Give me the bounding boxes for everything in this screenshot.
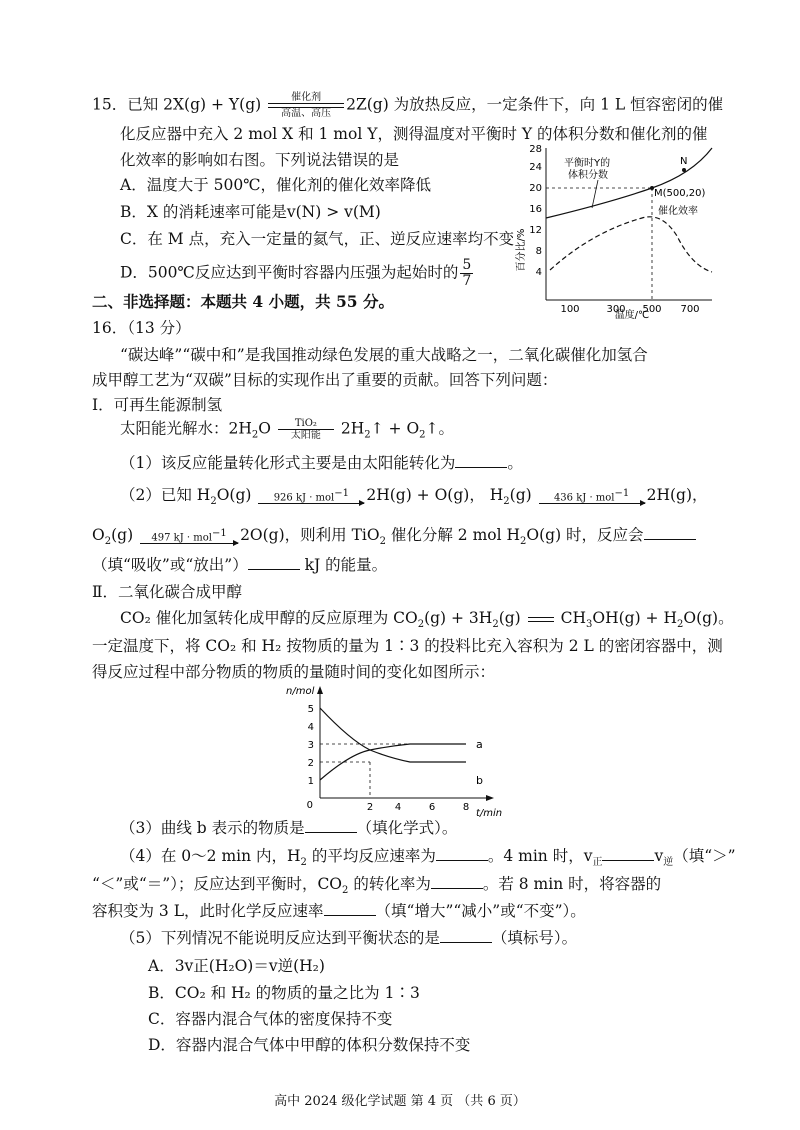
q16-sub-2-line3: （填“吸收”或“放出”） kJ 的能量。 xyxy=(92,556,388,574)
chart-amount-vs-time xyxy=(280,680,520,820)
q16-sub-3: （3）曲线 b 表示的物质是 （填化学式）。 xyxy=(120,819,458,837)
section-2-heading: 二、非选择题：本题共 4 小题，共 55 分。 xyxy=(92,292,394,311)
chart2-yticks xyxy=(308,704,314,787)
q15-line3: 化效率的影响如右图。下列说法错误的是 xyxy=(120,151,400,169)
q16-solar-equation: 太阳能光解水：$2H_2O$ TiO₂ 太阳能 $2H_2↑$ + $O_2↑$。 xyxy=(120,418,455,441)
q16-sub-4-line2: “＜”或“＝”）；反应达到平衡时，$CO_2$ 的转化率为 。若 8 min 时，将容器的 xyxy=(92,875,662,897)
q16-condition-2: 得反应过程中部分物质的物质的量随时间的变化如图所示： xyxy=(92,663,496,681)
chart-temperature-effect xyxy=(512,140,722,320)
q16-part-1: Ⅰ．可再生能源制氢 xyxy=(92,396,223,414)
xtick: 2 xyxy=(366,802,374,813)
ytick: 1 xyxy=(307,776,314,787)
reaction-arrow-tio2: TiO₂ 太阳能 xyxy=(278,418,334,441)
chart2-xlabel: t/min xyxy=(476,808,503,819)
xtick: 100 xyxy=(560,304,580,315)
answer-blank[interactable] xyxy=(248,555,300,570)
xtick: 500 xyxy=(642,304,662,315)
ytick: 5 xyxy=(307,704,314,715)
ytick: 24 xyxy=(529,162,542,173)
q16-option-a: A．3v正(H₂O)＝v逆(H₂) xyxy=(148,957,325,975)
answer-blank[interactable] xyxy=(305,818,357,833)
fraction-5-7: $\frac{5}{7}$ xyxy=(462,257,472,289)
point-n xyxy=(682,168,686,172)
q15-line2: 化反应器中充入 2 mol X 和 1 mol Y，测得温度对平衡时 Y 的体积分数和催化剂的催 xyxy=(120,125,708,143)
chart2-label-b: b xyxy=(476,774,483,787)
answer-blank[interactable] xyxy=(455,453,507,468)
chart1-label-m: M(500,20) xyxy=(654,188,706,199)
q15-option-c: C．在 M 点，充入一定量的氦气，正、逆反应速率均不变 xyxy=(120,230,515,248)
ytick: 4 xyxy=(535,267,542,278)
q16-option-d: D．容器内混合气体中甲醇的体积分数保持不变 xyxy=(148,1036,471,1054)
q15-option-a: A．温度大于 500℃，催化剂的催化效率降低 xyxy=(120,176,432,194)
q16-part-2: Ⅱ．二氧化碳合成甲醇 xyxy=(92,583,243,601)
q15-option-d: D．500℃反应达到平衡时容器内压强为起始时的 $\frac{5}{7}$ xyxy=(120,257,472,289)
series-catalyst-efficiency xyxy=(550,217,712,272)
answer-blank[interactable] xyxy=(324,901,376,916)
ytick: 4 xyxy=(307,722,314,733)
answer-blank[interactable] xyxy=(602,846,654,861)
q15-line1: 15．已知 2X(g) + Y(g) 催化剂 高温、高压 2Z(g) 为放热反应，一定条件下，向 1 L 恒容密闭的催 xyxy=(92,92,724,119)
answer-blank[interactable] xyxy=(436,846,488,861)
chart1-yticks xyxy=(529,144,542,278)
chart1-label-y2: 体积分数 xyxy=(568,170,608,181)
q16-sub-1: （1）该反应能量转化形式主要是由太阳能转化为 。 xyxy=(120,454,523,472)
ytick: 2 xyxy=(307,758,314,769)
reversible-arrow xyxy=(528,617,554,622)
xtick: 4 xyxy=(394,802,402,813)
q16-sub-5: （5）下列情况不能说明反应达到平衡状态的是 （填标号）。 xyxy=(120,929,578,947)
answer-blank[interactable] xyxy=(440,928,492,943)
chart2-xticks xyxy=(367,802,469,813)
q16-sub-4-line3: 容积变为 3 L，此时化学反应速率 （填“增大”“减小”或“不变”）。 xyxy=(92,902,586,920)
q16-heading: 16．（13 分） xyxy=(92,319,191,337)
ytick: 3 xyxy=(307,740,314,751)
chart2-origin: 0 xyxy=(306,800,313,811)
bond-energy-arrow-1: 926 kJ · mol$^{-1}$ xyxy=(258,488,364,504)
chart1-label-y1: 平衡时Y的 xyxy=(564,158,611,169)
xtick: 6 xyxy=(428,802,436,813)
chart1-ylabel: 百分比/% xyxy=(516,228,527,272)
q16-sub-4-line1: （4）在 0～2 min 内，$H_2$ 的平均反应速率为 。4 min 时，$v_正$ $v_逆$（填“＞” xyxy=(120,847,736,869)
ytick: 16 xyxy=(529,204,542,215)
q16-option-b: B．CO₂ 和 H₂ 的物质的量之比为 1∶3 xyxy=(148,984,420,1002)
reaction-arrow-catalyst: 催化剂 高温、高压 xyxy=(268,92,344,119)
xtick: 700 xyxy=(680,304,700,315)
q16-sub-2-line2: $O_2(g)$ 497 kJ · mol$^{-1}$ 2O(g)，则利用 TiO$_2$ 催化分解 2 mol $H_2O(g)$ 时，反应会 xyxy=(92,525,696,552)
ytick: 28 xyxy=(529,144,542,155)
q16-option-c: C．容器内混合气体的密度保持不变 xyxy=(148,1010,393,1028)
q16-intro-1: “碳达峰”“碳中和”是我国推动绿色发展的重大战略之一，二氧化碳催化加氢合 xyxy=(120,346,648,364)
chart1-label-eff: 催化效率 xyxy=(658,206,698,217)
answer-blank[interactable] xyxy=(431,874,483,889)
ytick: 12 xyxy=(529,225,542,236)
q16-condition-1: 一定温度下，将 CO₂ 和 H₂ 按物质的量为 1∶3 的投料比充入容积为 2 L 的密闭容器中，测 xyxy=(92,637,723,655)
q15-option-b: B．X 的消耗速率可能是v(N) > v(M) xyxy=(120,203,381,221)
ytick: 8 xyxy=(535,246,542,257)
answer-blank[interactable] xyxy=(644,525,696,540)
bond-energy-arrow-3: 497 kJ · mol$^{-1}$ xyxy=(140,528,238,544)
ytick: 20 xyxy=(529,183,542,194)
chart1-label-n: N xyxy=(680,156,688,167)
page-footer: 高中 2024 级化学试题 第 4 页 （共 6 页） xyxy=(274,1094,526,1109)
xtick: 300 xyxy=(606,304,626,315)
chart1-xlabel: 温度/℃ xyxy=(614,310,650,320)
q16-sub-2-line1: （2）已知 $H_2O(g)$ 926 kJ · mol$^{-1}$ 2H(g) + O(g)， $H_2(g)$ 436 kJ · mol$^{-1}$ 2H(g)， xyxy=(120,486,708,508)
xtick: 8 xyxy=(462,802,470,813)
q16-co2-equation: CO₂ 催化加氢转化成甲醇的反应原理为 $CO_2(g) + 3H_2(g)$ $CH_3OH(g) + H_2O(g)$。 xyxy=(120,609,734,631)
chart2-label-a: a xyxy=(476,738,483,751)
series-b xyxy=(320,708,466,762)
chart2-ylabel: n/mol xyxy=(286,686,315,697)
q16-intro-2: 成甲醇工艺为“双碳”目标的实现作出了重要的贡献。回答下列问题： xyxy=(92,371,558,389)
bond-energy-arrow-2: 436 kJ · mol$^{-1}$ xyxy=(539,488,645,504)
